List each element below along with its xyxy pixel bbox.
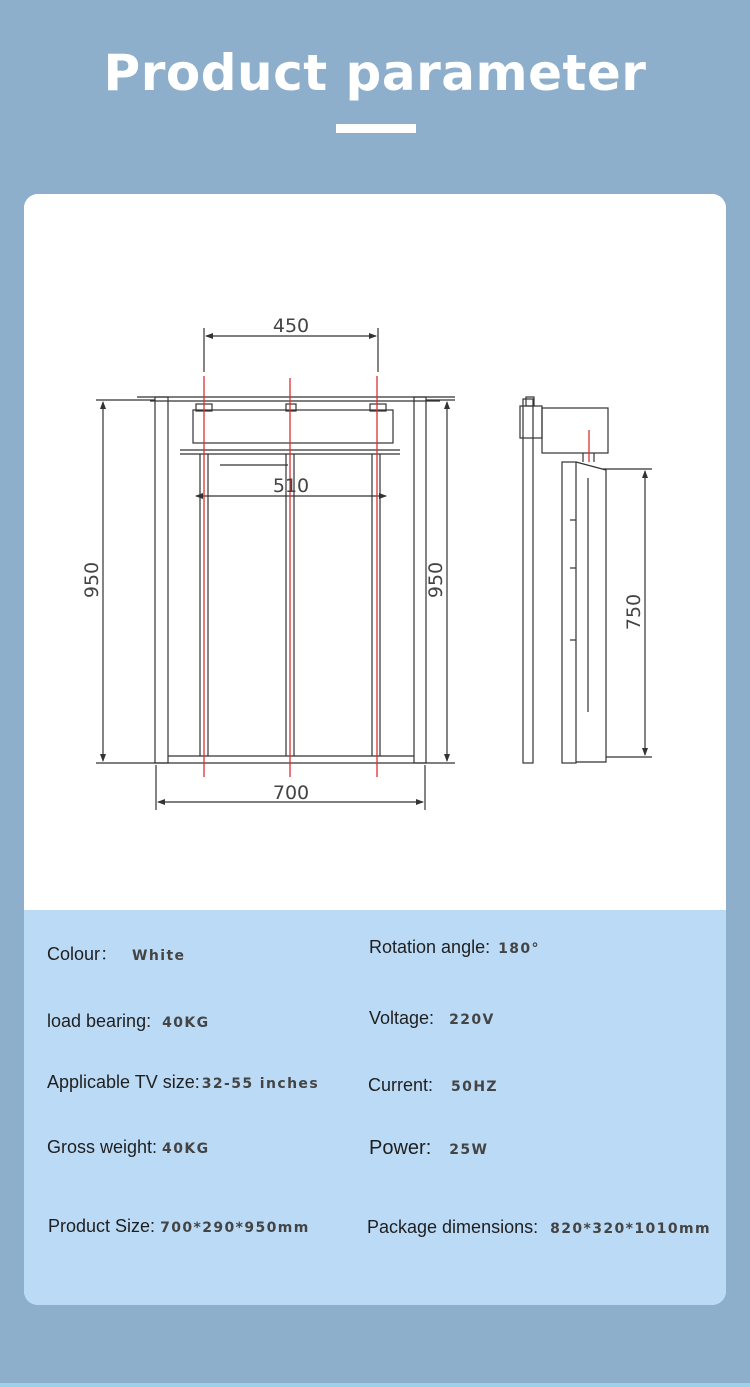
spec-label: Power:: [369, 1137, 432, 1159]
spec-value: 25W: [449, 1142, 489, 1158]
bottom-strip: [0, 1383, 750, 1387]
spec-load-bearing: [47, 1011, 210, 1032]
spec-value: 820*320*1010mm: [550, 1221, 711, 1237]
spec-value: 700*290*950mm: [160, 1220, 310, 1236]
left-post: [155, 397, 168, 763]
spec-colour: [47, 940, 185, 966]
dim-950-right-label: 950: [425, 561, 447, 599]
spec-label: Voltage:: [369, 1008, 435, 1028]
spec-product-size: [48, 1216, 310, 1237]
spec-tv-size: [47, 1072, 319, 1093]
spec-panel: [24, 910, 726, 1305]
spec-value: 32-55 inches: [201, 1076, 320, 1092]
spec-value: 40KG: [162, 1015, 210, 1031]
spec-label: Rotation angle:: [369, 937, 491, 957]
spec-label: Colour：: [47, 944, 119, 964]
spec-label: load bearing:: [47, 1011, 152, 1031]
spec-package-dimensions: [367, 1217, 711, 1238]
spec-rotation-angle: [369, 937, 540, 958]
page-title: Product parameter: [103, 44, 647, 102]
technical-drawing: [24, 194, 726, 910]
side-post: [523, 399, 533, 763]
spec-value: 40KG: [162, 1141, 210, 1157]
spec-value: White: [132, 948, 186, 964]
dim-450-label: 450: [272, 315, 310, 337]
spec-value: 50HZ: [451, 1079, 498, 1095]
spec-label: Gross weight:: [47, 1137, 158, 1157]
title-underline: [336, 124, 416, 133]
spec-voltage: [369, 1008, 495, 1029]
spec-label: Applicable TV size:: [47, 1072, 200, 1092]
dim-950-left-label: 950: [81, 561, 103, 599]
side-panel: [562, 462, 576, 763]
product-card: [24, 194, 726, 1305]
side-motor-box: [542, 408, 608, 453]
dim-750-label: 750: [623, 593, 645, 631]
spec-value: 180°: [498, 941, 540, 957]
dim-510-label: 510: [272, 475, 310, 497]
spec-current: [368, 1075, 498, 1096]
dim-700-label: 700: [272, 782, 310, 804]
spec-value: 220V: [449, 1012, 495, 1028]
spec-gross-weight: [47, 1137, 209, 1158]
side-tv-mount: [576, 462, 606, 762]
spec-label: Product Size:: [48, 1216, 156, 1236]
spec-label: Current:: [368, 1075, 434, 1095]
motor-box: [193, 410, 393, 443]
spec-power: [369, 1137, 488, 1160]
spec-label: Package dimensions:: [367, 1217, 539, 1237]
